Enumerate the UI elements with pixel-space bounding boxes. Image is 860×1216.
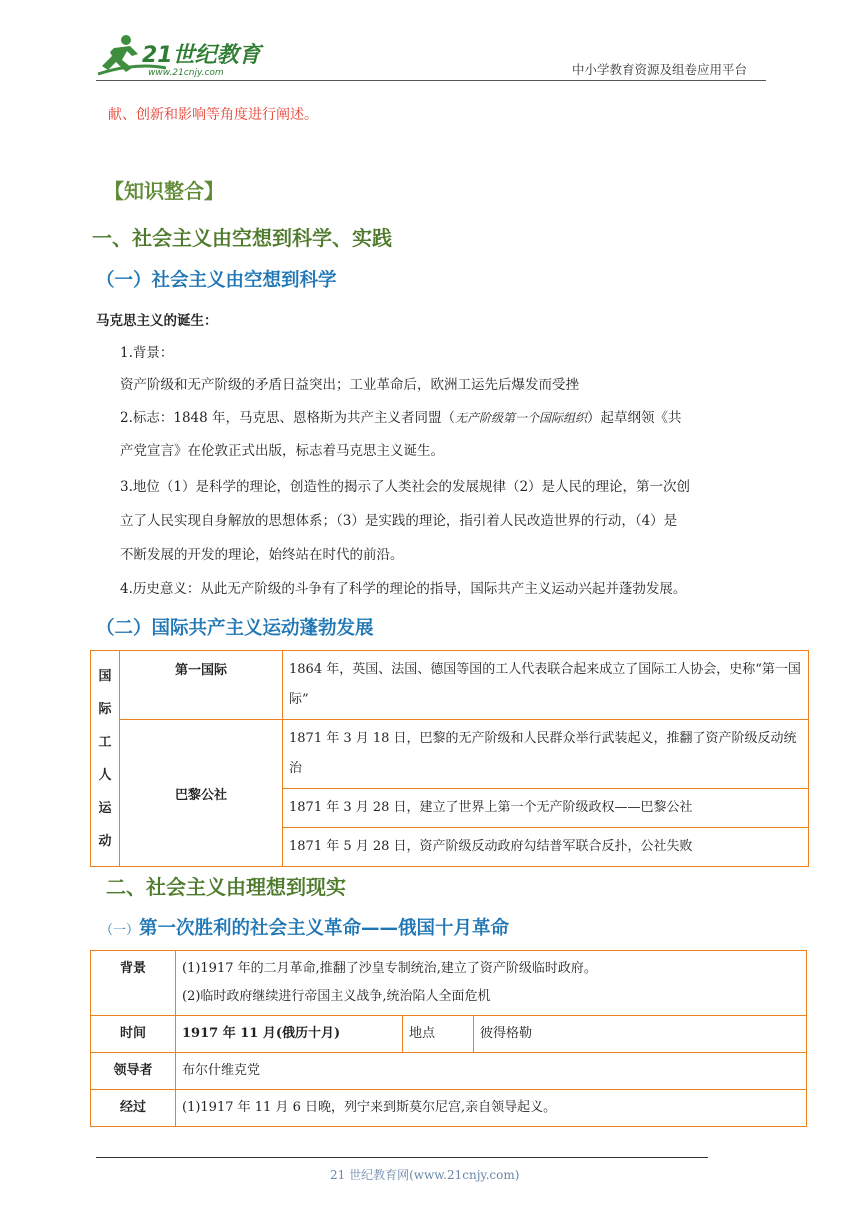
footer-divider [96,1157,708,1158]
side-char: 运 [98,800,112,816]
header-platform-text: 中小学教育资源及组卷应用平台 [572,62,748,77]
part2-sub1-prefix: （一） [100,923,140,938]
time-label: 时间 [91,1016,176,1053]
background-label: 背景 [91,951,176,1016]
intl-workers-table [90,650,809,867]
place-value: 彼得格勒 [474,1016,807,1053]
part1-sub2-title: （二）国际共产主义运动蓬勃发展 [96,618,374,639]
logo-url: www.21cnjy.com [148,68,224,78]
leader-value: 布尔什维克党 [176,1053,807,1090]
leader-label: 领导者 [91,1053,176,1090]
row-first-international: 第一国际 [120,651,283,720]
item1-text: 资产阶级和无产阶级的矛盾日益突出；工业革命后，欧洲工运先后爆发而受挫 [120,377,579,393]
side-char: 际 [98,701,112,717]
runner-logo-icon [96,32,266,80]
footer-text: 21 世纪教育网(www.21cnjy.com) [330,1168,520,1182]
logo-text: 21世纪教育 [142,43,261,68]
paris-commune-text: 1871 年 3 月 18 日，巴黎的无产阶级和人民群众举行武装起义，推翻了资产阶级反动统治 [283,720,809,789]
part2-title: 二、社会主义由理想到现实 [106,875,346,899]
october-revolution-table [90,950,807,1127]
item2-line1 [120,403,682,433]
item2-line2: 产党宣言》在伦敦正式出版，标志着马克思主义诞生。 [120,443,444,459]
row-paris-commune: 巴黎公社 [120,720,283,867]
time-value: 1917 年 11 月(俄历十月) [176,1016,403,1053]
paris-commune-text: 1871 年 3 月 28 日，建立了世界上第一个无产阶级政权——巴黎公社 [283,789,809,828]
background-content [176,951,807,1016]
item2-text-a: 2.标志：1848 年，马克思、恩格斯为共产主义者同盟（ [120,410,456,426]
paris-commune-text: 1871 年 5 月 28 日，资产阶级反动政府勾结普军联合反扑，公社失败 [283,828,809,867]
marxism-lead: 马克思主义的诞生： [96,313,218,329]
item3-line2: 立了人民实现自身解放的思想体系；（3）是实践的理论，指引着人民改造世界的行动，（4）是 [120,513,678,529]
side-char: 动 [98,833,112,849]
item4-text: 4.历史意义：从此无产阶级的斗争有了科学的理论的指导，国际共产主义运动兴起并蓬勃发展。 [120,581,687,597]
side-char: 国 [98,668,112,684]
intro-red-text: 献、创新和影响等角度进行阐述。 [108,107,318,123]
side-char: 工 [98,734,112,750]
part1-sub1-title: （一）社会主义由空想到科学 [96,270,337,291]
item3-line1: 3.地位（1）是科学的理论，创造性的揭示了人类社会的发展规律（2）是人民的理论，第一次创 [120,479,691,495]
part2-sub1-text: 第一次胜利的社会主义革命——俄国十月革命 [139,918,510,939]
background-item: (1)1917 年的二月革命,推翻了沙皇专制统治,建立了资产阶级临时政府。 [182,961,597,976]
side-char: 人 [98,767,112,783]
process-value: (1)1917 年 11 月 6 日晚，列宁来到斯莫尔尼宫,亲自领导起义。 [176,1090,807,1127]
table-side-label [91,651,120,867]
first-international-text: 1864 年，英国、法国、德国等国的工人代表联合起来成立了国际工人协会，史称“第一国际” [283,651,809,720]
background-item: (2)临时政府继续进行帝国主义战争,统治陷人全面危机 [182,989,491,1004]
section-label: 【知识整合】 [104,179,224,203]
site-logo [96,32,266,80]
process-label: 经过 [91,1090,176,1127]
part2-sub1-title [100,914,509,940]
item3-line3: 不断发展的开发的理论，始终站在时代的前沿。 [120,547,404,563]
place-label: 地点 [403,1016,474,1053]
header-divider [96,80,766,81]
item2-text-b: 无产阶级第一个国际组织 [455,411,588,425]
item2-text-c: ）起草纲领《共 [587,410,682,426]
part1-title: 一、社会主义由空想到科学、实践 [92,226,392,250]
item1-label: 1.背景： [120,345,174,361]
